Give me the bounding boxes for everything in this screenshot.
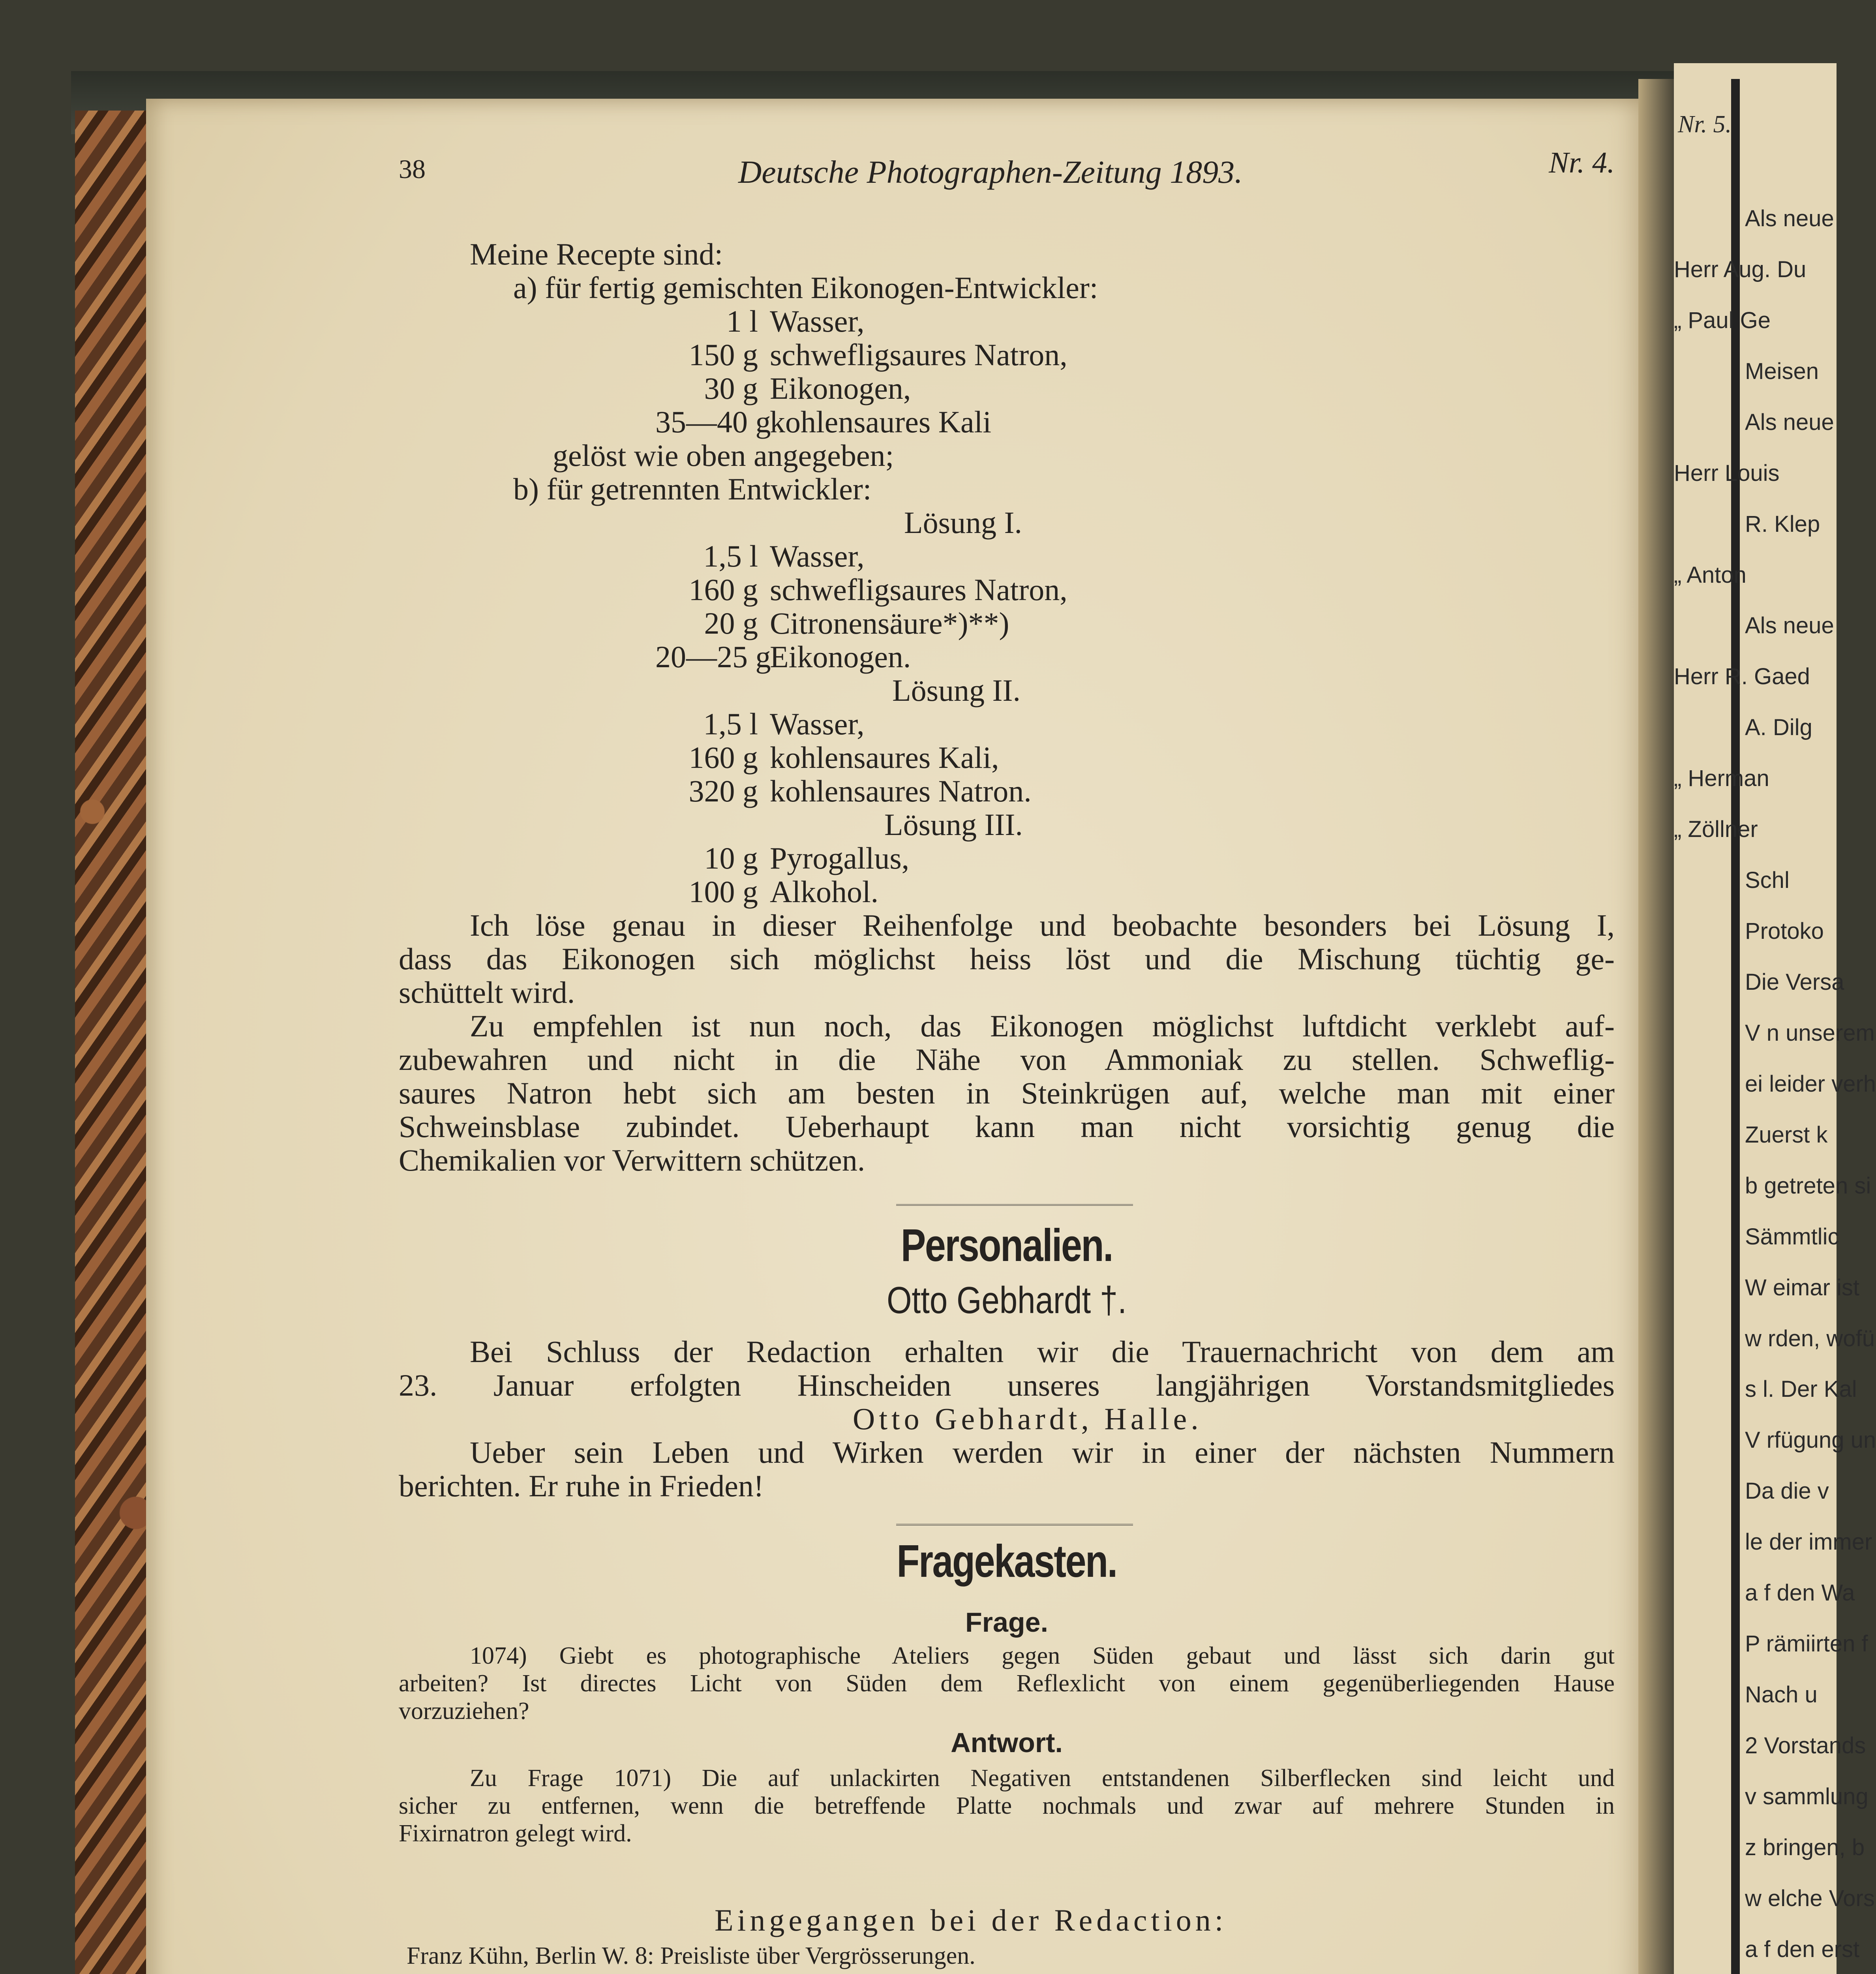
next-page-text-line: Protoko (1745, 918, 1824, 944)
list-item-qty: 10 g (704, 841, 758, 875)
text-line: schüttelt wird. (399, 975, 575, 1010)
next-page-text-line: A. Dilg (1745, 715, 1812, 740)
antwort-heading: Antwort. (951, 1727, 1063, 1758)
next-page-text-line: w rden, wofü (1745, 1326, 1875, 1351)
next-page-text-line: a f den erst (1745, 1936, 1860, 1962)
next-page-text-line: ei leider verh (1745, 1071, 1876, 1097)
eingegangen-heading: Eingegangen bei der Redaction: (715, 1903, 1227, 1937)
obituary-heading: Otto Gebhardt †. (887, 1279, 1127, 1321)
next-page-text-line: Sämmtlic (1745, 1224, 1839, 1250)
next-page-fragment (1674, 63, 1876, 1974)
list-item-qty: 20—25 g (655, 640, 771, 674)
next-page-text-line: Herr R. Gaed (1674, 664, 1810, 689)
next-page-text-line: „ Zöllner (1674, 816, 1758, 842)
next-page-text-line: Meisen (1745, 358, 1819, 384)
list-item-name: Eikonogen. (770, 640, 911, 674)
recipe-a-title: a) für fertig gemischten Eikonogen-Entwickler: (513, 270, 1098, 305)
list-item-qty: 100 g (688, 874, 758, 909)
list-item-qty: 1 l (726, 304, 758, 338)
section-heading-fragekasten: Fragekasten. (897, 1535, 1117, 1587)
next-page-text-line: Da die v (1745, 1478, 1829, 1504)
next-page-text-line: s l. Der Kal (1745, 1376, 1857, 1402)
issue-number: Nr. 4. (1549, 146, 1615, 179)
page-content (399, 146, 1623, 1974)
list-item-qty: 320 g (688, 774, 758, 808)
page-number: 38 (399, 154, 426, 184)
text-line: Fixirnatron gelegt wird. (399, 1820, 632, 1847)
section-heading-personalien: Personalien. (900, 1220, 1113, 1271)
list-item-name: Wasser, (770, 539, 865, 573)
list-item-qty: 30 g (704, 371, 758, 405)
next-page-text-line: Zuerst k (1745, 1122, 1828, 1148)
section-divider (896, 1204, 1133, 1206)
text-line: sicher zu entfernen, wenn die betreffende Platte nochmals und zwar auf mehrere Stunden in (399, 1792, 1615, 1819)
next-page-text-line: Als neue (1745, 613, 1834, 638)
next-page-text-line: w elche Vors (1745, 1886, 1875, 1911)
text-line: Ich löse genau in dieser Reihenfolge und beobachte besonders bei Lösung I, (470, 908, 1615, 942)
running-header (399, 146, 1623, 193)
next-page-text-line: Nach u (1745, 1682, 1818, 1708)
list-item-name: kohlensaures Kali (770, 405, 992, 439)
next-page-text-line: W eimar ist (1745, 1275, 1859, 1300)
section-divider (896, 1524, 1133, 1526)
list-item-qty: 160 g (688, 572, 758, 607)
text-line: Ueber sein Leben und Wirken werden wir in einer der nächsten Nummern (470, 1435, 1615, 1469)
text-line: zubewahren und nicht in die Nähe von Ammoniak zu stellen. Schweflig- (399, 1042, 1615, 1077)
list-item-qty: 35—40 g (655, 405, 771, 439)
next-page-text-line: V n unserem (1745, 1020, 1875, 1046)
next-page-text-line: Herr Aug. Du (1674, 257, 1807, 282)
loesung-1-title: Lösung I. (904, 505, 1022, 540)
next-page-text-line: Die Versa (1745, 969, 1844, 995)
loesung-2-title: Lösung II. (892, 673, 1021, 707)
recipes-intro: Meine Recepte sind: (470, 237, 723, 271)
next-page-text-line: b getreten si (1745, 1173, 1871, 1199)
list-item-name: Wasser, (770, 304, 865, 338)
page-divider (1731, 79, 1740, 1974)
recipe-a-note: gelöst wie oben angegeben; (553, 438, 894, 473)
journal-title: Deutsche Photographen-Zeitung 1893. (738, 154, 1243, 190)
next-page-text-line: Als neue (1745, 206, 1834, 231)
next-page-text-line: a f den Wa (1745, 1580, 1855, 1606)
recipe-b-title: b) für getrennten Entwickler: (513, 472, 872, 506)
next-page-text-line: v sammlung (1745, 1784, 1868, 1809)
next-page-text-line: Als neue (1745, 409, 1834, 435)
text-line: dass das Eikonogen sich möglichst heiss löst und die Mischung tüchtig ge- (399, 942, 1615, 976)
list-item-name: kohlensaures Natron. (770, 774, 1032, 808)
next-page-text-line: R. Klep (1745, 511, 1820, 537)
text-line: vorzuziehen? (399, 1698, 529, 1724)
text-line: Chemikalien vor Verwittern schützen. (399, 1143, 865, 1177)
next-page-text-line: Schl (1745, 867, 1790, 893)
next-page-text-line: le der immer (1745, 1529, 1872, 1555)
text-line: 23. Januar erfolgten Hinscheiden unseres langjährigen Vorstandsmitgliedes (399, 1368, 1615, 1402)
list-item-name: schwefligsaures Natron, (770, 572, 1067, 607)
next-page-text-line: 2 Vorstands (1745, 1733, 1866, 1758)
list-item-qty: 150 g (688, 338, 758, 372)
next-page-text-line: P rämiirten f (1745, 1631, 1868, 1657)
eingegangen-line: Franz Kühn, Berlin W. 8: Preisliste über Vergrösserungen. (407, 1942, 976, 1969)
list-item-name: Alkohol. (770, 874, 879, 909)
loesung-3-title: Lösung III. (884, 807, 1023, 842)
list-item-qty: 1,5 l (703, 707, 758, 741)
text-line: Schweinsblase zubindet. Ueberhaupt kann man nicht vorsichtig genug die (399, 1109, 1615, 1144)
text-line: Zu empfehlen ist nun noch, das Eikonogen möglichst luftdicht verklebt auf- (470, 1009, 1615, 1043)
list-item-name: schwefligsaures Natron, (770, 338, 1067, 372)
list-item-qty: 160 g (688, 740, 758, 775)
list-item-name: kohlensaures Kali, (770, 740, 999, 775)
list-item-name: Pyrogallus, (770, 841, 910, 875)
text-line: Bei Schluss der Redaction erhalten wir die Trauernachricht von dem am (470, 1334, 1615, 1369)
list-item-qty: 20 g (704, 606, 758, 640)
next-page-text-line: V rfügung un (1745, 1427, 1876, 1453)
text-line: arbeiten? Ist directes Licht von Süden dem Reflexlicht von einem gegenüberliegenden Hause (399, 1670, 1615, 1697)
text-line: berichten. Er ruhe in Frieden! (399, 1469, 764, 1503)
next-page-text-line: „ Herman (1674, 766, 1769, 791)
next-page-header: Nr. 5. (1678, 111, 1732, 138)
frage-heading: Frage. (965, 1607, 1049, 1638)
list-item-name: Eikonogen, (770, 371, 911, 405)
next-page-text-line: z bringen, b (1745, 1835, 1865, 1860)
text-line: Zu Frage 1071) Die auf unlackirten Negativen entstandenen Silberflecken sind leicht und (470, 1765, 1615, 1792)
list-item-name: Citronensäure*)**) (770, 606, 1009, 640)
next-page-text-line: „ Paul Ge (1674, 308, 1771, 333)
text-line: saures Natron hebt sich am besten in Steinkrügen auf, welche man mit einer (399, 1076, 1615, 1110)
text-line: Otto Gebhardt, Halle. (853, 1402, 1203, 1436)
list-item-qty: 1,5 l (703, 539, 758, 573)
text-line: 1074) Giebt es photographische Ateliers gegen Süden gebaut und lässt sich darin gut (470, 1642, 1615, 1669)
next-page-text-line: „ Anton (1674, 562, 1747, 588)
next-page-text-line: Herr Louis (1674, 460, 1780, 486)
list-item-name: Wasser, (770, 707, 865, 741)
